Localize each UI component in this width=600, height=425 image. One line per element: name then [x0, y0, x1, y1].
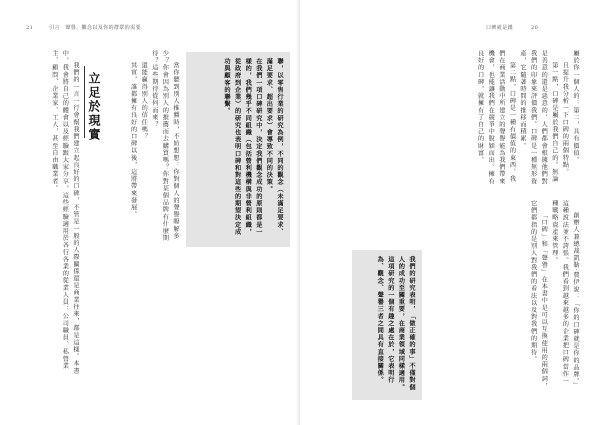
- right-page-number: 20: [531, 25, 539, 31]
- highlight-box-findings: [352, 250, 422, 400]
- highlight-box-paragraph: 聯，以零售行業的研究為例，不同的觀念（未滿足要求、滿足要求、超出要求）會導致不同的決策。: [265, 58, 283, 236]
- body-paragraph: 第二點，口碑是一種有價值的東西。我們在商業活動中所建立的聲譽能為我們帶來機會，也能讓我們在競爭中脫穎而出。擁有良好的口碑，就擁有了自己的財富。: [476, 50, 516, 185]
- body-paragraph: 其實，誰都擁有良好的口碑以後，這將帶來發展。: [129, 62, 137, 219]
- highlight-box-paragraph: 在我們一項口碑研究中，決定我們觀念成功的原則都是一樣的，我們幾乎不同組織（包括營利機構與非營利組織，從政府到企業）的研究也表明口碑和對這些的期望決定成功與顧客的聯繫。: [223, 58, 262, 236]
- body-paragraph: 我們的一言一行會幫我們建立起良好的口碑，不管是一般的人際關係還是商業往來，都是這樣。本書中，我會將自己的體會以及經驗跟大家分享，這些經驗適用於各行各業的從業人員：公司職員、私營業主、顧問、企業家、工人，甚至自由職業者。: [50, 50, 79, 375]
- right-page: [300, 0, 600, 425]
- section-title: 立足於現實: [87, 72, 101, 142]
- left-page-number: 21: [26, 25, 34, 31]
- highlight-box-paragraph: 我們的研究表明，「做正確的事」不僅對個人的成功至關重要，在商業領域同樣適用。這項研究的一個有趣之處在於，它表明行為、觀念、聲譽三者之間具有直接關係。: [376, 256, 415, 391]
- right-running-head: 口碑就是錢: [486, 25, 514, 31]
- left-page-header: [26, 24, 141, 31]
- body-paragraph: 且提升我分析一下口碑的兩個特點。: [561, 62, 569, 176]
- highlight-box-research: [186, 52, 290, 247]
- body-paragraph: 創辦人兼總裁凱勒·費伊說：「你的口碑就是你的品牌。」這種說法並不誇張。我們看到越來越多的企業把口碑當作一種戰略資產來管理。: [550, 200, 579, 390]
- left-body-text: [20, 50, 80, 380]
- body-paragraph: 「口碑」和「聲譽」在本書中是可以互換使用的兩個詞，它們都指的是別人對我們的看法以及對我們的期待。: [529, 200, 548, 390]
- left-running-head: 引言 聲譽、觀念以及你的群眾的需要: [49, 25, 141, 31]
- right-page-header: [486, 24, 538, 31]
- right-lower-body-text: [400, 200, 580, 390]
- body-paragraph: 屬於你一個人的：第二，具有價值。: [572, 50, 579, 164]
- body-paragraph: 第一點，口碑是屬於我們自己的。無論是善意的還是惡意的，人們都會根據他們對我們的印象來評價我們。口碑是一種無形資產，它隨著時間的推移而積累。: [519, 50, 558, 185]
- body-paragraph: 當你聽到別人推薦時，不妨想想：你對個人的聲譽瞭解多少？你會因為別人的推薦而去購買嗎？你對某個品牌有什麼期待？這些期待從何而來？: [150, 50, 179, 242]
- right-upper-body-text: [400, 50, 580, 190]
- section-title-rule: [84, 66, 85, 138]
- body-paragraph: 還能贏得別人的信任嗎？: [140, 62, 148, 141]
- left-question-paragraphs: [110, 50, 180, 250]
